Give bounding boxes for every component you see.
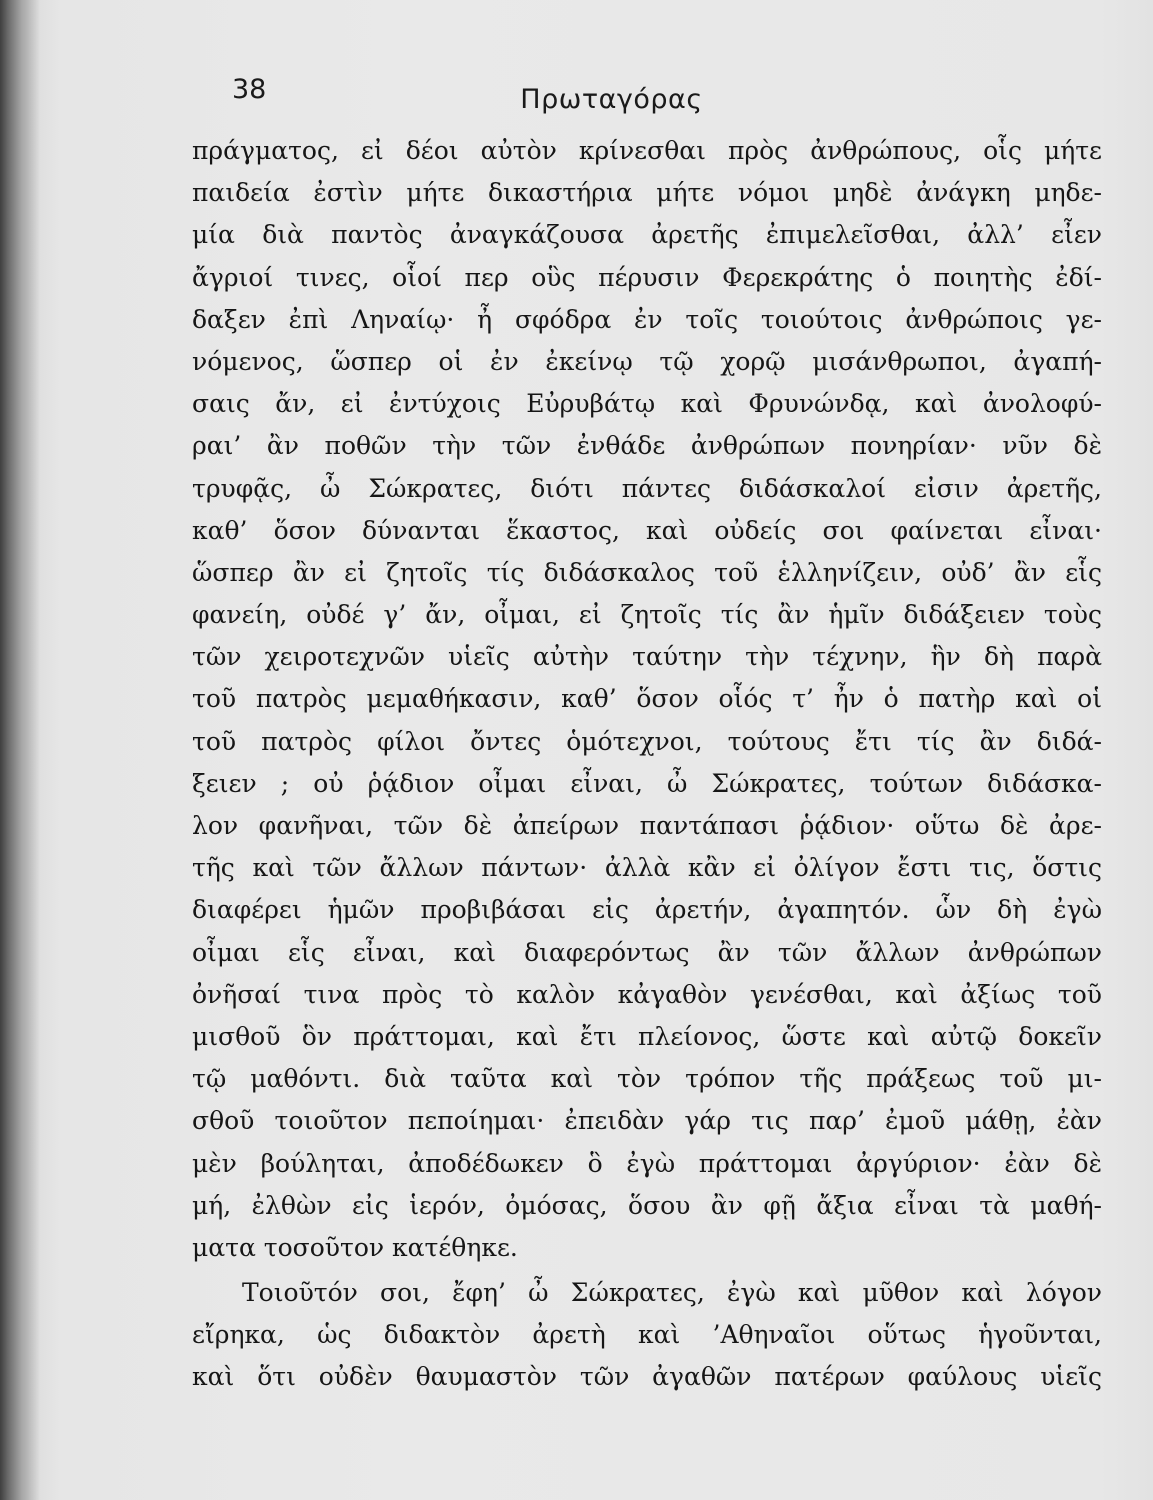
paragraph-2 bbox=[192, 1272, 1102, 1399]
text-line: καθ’ ὅσον δύνανται ἕκαστος, καὶ οὐδείς σοι φαίνεται εἶναι· bbox=[192, 515, 1102, 545]
text-line: ματα τοσοῦτον κατέθηκε. bbox=[192, 1232, 518, 1262]
text-line: μισθοῦ ὃν πράττομαι, καὶ ἔτι πλείονος, ὥστε καὶ αὐτῷ δοκεῖν bbox=[192, 1021, 1102, 1051]
text-line: οἶμαι εἷς εἶναι, καὶ διαφερόντως ἂν τῶν ἄλλων ἀνθρώπων bbox=[192, 937, 1102, 967]
text-line: μία διὰ παντὸς ἀναγκάζουσα ἀρετῆς ἐπιμελεῖσθαι, ἀλλ’ εἶεν bbox=[192, 220, 1102, 250]
text-line: τῆς καὶ τῶν ἄλλων πάντων· ἀλλὰ κἂν εἰ ὀλίγον ἔστι τις, ὅστις bbox=[192, 853, 1102, 883]
page-number: 38 bbox=[232, 74, 267, 105]
text-line: τοῦ πατρὸς φίλοι ὄντες ὁμότεχνοι, τούτους ἔτι τίς ἂν διδά- bbox=[192, 726, 1102, 756]
text-line: μὲν βούληται, ἀποδέδωκεν ὃ ἐγὼ πράττομαι ἀργύριον· ἐὰν δὲ bbox=[192, 1148, 1102, 1178]
text-line: ὀνῆσαί τινα πρὸς τὸ καλὸν κἀγαθὸν γενέσθαι, καὶ ἀξίως τοῦ bbox=[192, 979, 1102, 1009]
text-line: φανείη, οὐδέ γ’ ἄν, οἶμαι, εἰ ζητοῖς τίς ἂν ἡμῖν διδάξειεν τοὺς bbox=[192, 600, 1102, 630]
text-line: δαξεν ἐπὶ Ληναίῳ· ἦ σφόδρα ἐν τοῖς τοιούτοις ἀνθρώποις γε- bbox=[192, 304, 1102, 334]
text-line: πράγματος, εἰ δέοι αὐτὸν κρίνεσθαι πρὸς ἀνθρώπους, οἷς μήτε bbox=[192, 136, 1102, 165]
text-line: ὥσπερ ἂν εἰ ζητοῖς τίς διδάσκαλος τοῦ ἑλληνίζειν, οὐδ’ ἂν εἷς bbox=[192, 557, 1102, 587]
text-line: ξειεν ; οὐ ῥᾴδιον οἶμαι εἶναι, ὦ Σώκρατες, τούτων διδάσκα- bbox=[192, 768, 1102, 798]
text-line: εἴρηκα, ὡς διδακτὸν ἀρετὴ καὶ ’Αθηναῖοι οὕτως ἡγοῦνται, bbox=[192, 1320, 1102, 1350]
body-text bbox=[192, 130, 1102, 1399]
text-line: ραι’ ἂν ποθῶν τὴν τῶν ἐνθάδε ἀνθρώπων πονηρίαν· νῦν δὲ bbox=[192, 431, 1102, 461]
text-line: διαφέρει ἡμῶν προβιβάσαι εἰς ἀρετήν, ἀγαπητόν. ὧν δὴ ἐγὼ bbox=[192, 895, 1102, 925]
text-line: μή, ἐλθὼν εἰς ἱερόν, ὀμόσας, ὅσου ἂν φῇ ἄξια εἶναι τὰ μαθή- bbox=[192, 1190, 1102, 1220]
text-line: καὶ ὅτι οὐδὲν θαυμαστὸν τῶν ἀγαθῶν πατέρων φαύλους υἱεῖς bbox=[192, 1362, 1102, 1392]
text-line: νόμενος, ὥσπερ οἱ ἐν ἐκείνῳ τῷ χορῷ μισάνθρωποι, ἀγαπή- bbox=[192, 346, 1102, 376]
text-line: τῶν χειροτεχνῶν υἱεῖς αὐτὴν ταύτην τὴν τέχνην, ἣν δὴ παρὰ bbox=[192, 642, 1102, 672]
text-line: τοῦ πατρὸς μεμαθήκασιν, καθ’ ὅσον οἷός τ’ ἦν ὁ πατὴρ καὶ οἱ bbox=[192, 684, 1102, 714]
text-line: σαις ἄν, εἰ ἐντύχοις Εὐρυβάτῳ καὶ Φρυνώνδᾳ, καὶ ἀνολοφύ- bbox=[192, 389, 1102, 419]
text-line: σθοῦ τοιοῦτον πεποίημαι· ἐπειδὰν γάρ τις παρ’ ἐμοῦ μάθῃ, ἐὰν bbox=[192, 1106, 1102, 1136]
text-line: Τοιοῦτόν σοι, ἔφη’ ὦ Σώκρατες, ἐγὼ καὶ μῦθον καὶ λόγον bbox=[242, 1278, 1102, 1308]
text-line: λον φανῆναι, τῶν δὲ ἀπείρων παντάπασι ῥᾴδιον· οὕτω δὲ ἀρε- bbox=[192, 811, 1102, 840]
running-title: Πρωταγόρας bbox=[520, 84, 703, 115]
text-line: τρυφᾷς, ὦ Σώκρατες, διότι πάντες διδάσκαλοί εἰσιν ἀρετῆς, bbox=[192, 473, 1102, 503]
text-line: τῷ μαθόντι. διὰ ταῦτα καὶ τὸν τρόπον τῆς πράξεως τοῦ μι- bbox=[192, 1064, 1102, 1094]
book-spine-shadow bbox=[0, 0, 40, 1500]
text-line: ἄγριοί τινες, οἷοί περ οὓς πέρυσιν Φερεκράτης ὁ ποιητὴς ἐδί- bbox=[192, 262, 1102, 292]
text-line: παιδεία ἐστὶν μήτε δικαστήρια μήτε νόμοι μηδὲ ἀνάγκη μηδε- bbox=[192, 178, 1102, 208]
paragraph-1 bbox=[192, 130, 1102, 1269]
